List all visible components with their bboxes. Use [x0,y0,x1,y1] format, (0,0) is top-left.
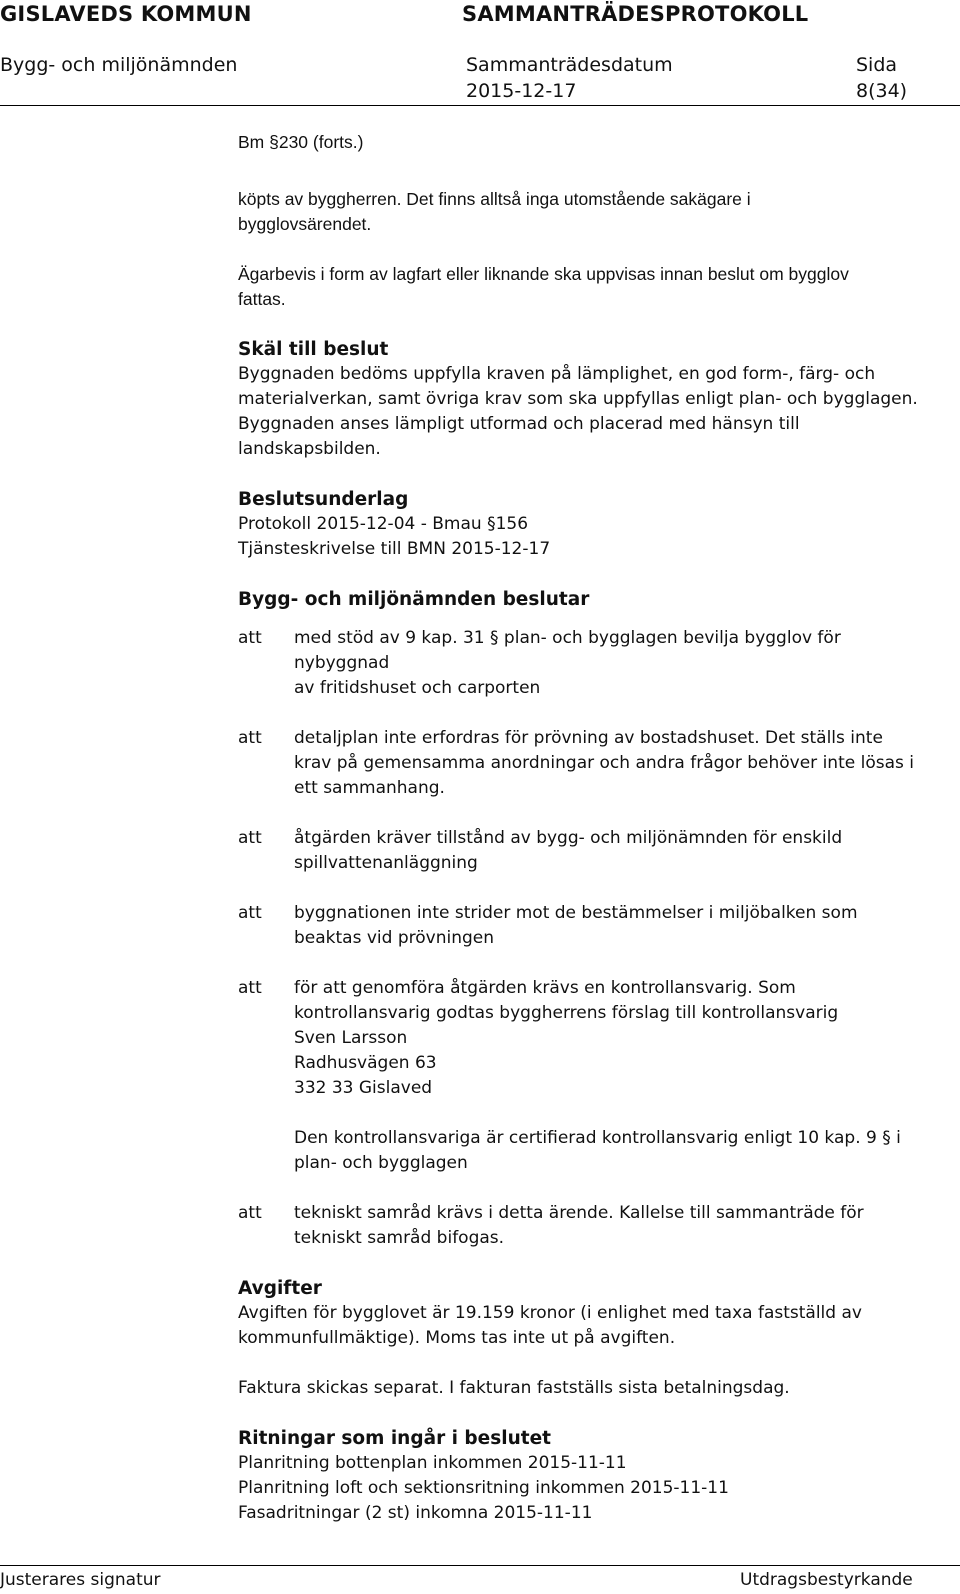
text-line: Radhusvägen 63 [294,1053,437,1073]
decision-item [238,976,928,1101]
decision-item [238,1201,928,1251]
text-line: detaljplan inte erfordras för prövning av bostadshuset. Det ställs inte [294,728,883,748]
decision-item [238,901,928,951]
decision-item [238,726,928,801]
text-line: spillvattenanläggning [294,853,478,873]
heading-skal: Skäl till beslut [238,339,389,360]
text-line: Planritning bottenplan inkommen 2015-11-11 [238,1453,627,1473]
text-line: Byggnaden anses lämpligt utformad och placerad med hänsyn till [238,414,800,434]
text-line: bygglovsärendet. [238,214,372,234]
text-line: Tjänsteskrivelse till BMN 2015-12-17 [238,539,551,559]
document-body [238,130,928,1526]
heading-beslutsunderlag: Beslutsunderlag [238,489,409,510]
committee-name: Bygg- och miljönämnden [0,54,238,76]
footer-rule [0,1565,960,1566]
heading-beslutar: Bygg- och miljönämnden beslutar [238,589,590,610]
heading-ritningar: Ritningar som ingår i beslutet [238,1428,551,1449]
text-line: beaktas vid prövningen [294,928,494,948]
paragraph-sakagare [238,187,928,237]
item-key: att [238,1203,262,1223]
text-line: Protokoll 2015-12-04 - Bmau §156 [238,514,529,534]
page-label: Sida [856,54,898,76]
text-line: kontrollansvarig godtas byggherrens förslag till kontrollansvarig [294,1003,839,1023]
text-line: krav på gemensamma anordningar och andra frågor behöver inte lösas i [294,753,914,773]
text-line: för att genomföra åtgärden krävs en kontrollansvarig. Som [294,978,796,998]
text-line: fattas. [238,289,286,309]
text-line: landskapsbilden. [238,439,381,459]
item-key: att [238,728,262,748]
meeting-date-label: Sammanträdesdatum [466,54,673,76]
footer-certification-label: Utdragsbestyrkande [740,1570,913,1590]
text-line: 332 33 Gislaved [294,1078,433,1098]
text-line: tekniskt samråd krävs i detta ärende. Kallelse till sammanträde för [294,1203,864,1223]
text-line: med stöd av 9 kap. 31 § plan- och bygglagen bevilja bygglov för nybyggnad [294,628,841,673]
paragraph-agarbevis [238,262,928,312]
text-line: Avgiften för bygglovet är 19.159 kronor (i enlighet med taxa fastställd av [238,1303,862,1323]
text-line: Ägarbevis i form av lagfart eller liknande ska uppvisas innan beslut om bygglov [238,264,849,284]
section-avgifter [238,1276,928,1351]
text-line: av fritidshuset och carporten [294,678,541,698]
org-name: GISLAVEDS KOMMUN [0,2,252,26]
text-line: plan- och bygglagen [294,1153,468,1173]
page-header [0,0,960,106]
header-rule [0,105,960,106]
meeting-date: 2015-12-17 [466,80,577,102]
paragraph-reference: Bm §230 (forts.) [238,132,364,152]
text-line: Byggnaden bedöms uppfylla kraven på lämplighet, en god form-, färg- och [238,364,876,384]
item-key [238,1126,294,1176]
decision-item [238,826,928,876]
item-key: att [238,903,262,923]
section-skal [238,337,928,462]
page-number: 8(34) [856,80,908,102]
faktura-text: Faktura skickas separat. I fakturan fastställs sista betalningsdag. [238,1378,790,1398]
text-line: tekniskt samråd bifogas. [294,1228,505,1248]
heading-avgifter: Avgifter [238,1278,322,1299]
text-line: ett sammanhang. [294,778,445,798]
decision-item-continued [238,1126,928,1176]
text-line: åtgärden kräver tillstånd av bygg- och miljönämnden för enskild [294,828,843,848]
text-line: byggnationen inte strider mot de bestämmelser i miljöbalken som [294,903,858,923]
decision-item [238,626,928,701]
item-key: att [238,828,262,848]
item-key: att [238,628,262,648]
section-beslutsunderlag [238,487,928,562]
text-line: kommunfullmäktige). Moms tas inte ut på avgiften. [238,1328,676,1348]
decision-list [238,626,928,1251]
text-line: Sven Larsson [294,1028,408,1048]
document-type: SAMMANTRÄDESPROTOKOLL [462,2,809,26]
section-ritningar [238,1426,928,1526]
footer-signature-label: Justerares signatur [0,1570,161,1590]
text-line: materialverkan, samt övriga krav som ska uppfyllas enligt plan- och bygglagen. [238,389,918,409]
item-key: att [238,978,262,998]
text-line: Planritning loft och sektionsritning inkommen 2015-11-11 [238,1478,729,1498]
text-line: köpts av byggherren. Det finns alltså inga utomstående sakägare i [238,189,751,209]
text-line: Den kontrollansvariga är certifierad kontrollansvarig enligt 10 kap. 9 § i [294,1128,901,1148]
text-line: Fasadritningar (2 st) inkomna 2015-11-11 [238,1503,593,1523]
